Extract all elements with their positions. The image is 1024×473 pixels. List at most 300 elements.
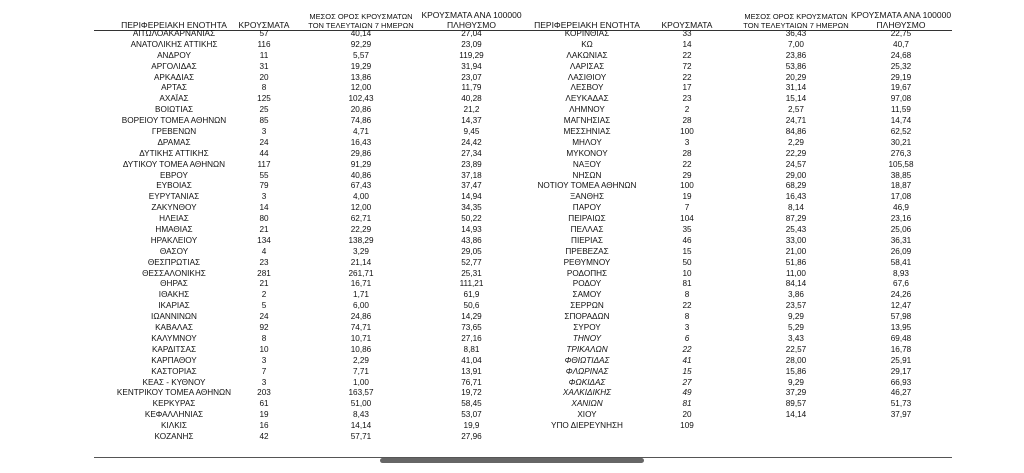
cell-cases: 3 [261,355,267,365]
header-avg-2: ΜΕΣΟΣ ΟΡΟΣ ΚΡΟΥΣΜΑΤΩΝ ΤΟΝ ΤΕΛΕΥΤΑΙΩΝ 7 ΗΜΕΡΩΝ [743,12,849,30]
cell-region: ΛΕΣΒΟΥ [570,83,604,93]
cell-cases: 23 [682,94,692,104]
cell-region: ΒΟΡΕΙΟΥ ΤΟΜΕΑ ΑΘΗΝΩΝ [121,116,227,126]
cell-cases: 2 [261,290,267,300]
table-row [532,62,952,73]
table-row [94,345,534,356]
cell-per100k: 61,9 [463,290,480,300]
cell-avg: 21,14 [350,257,372,267]
table-row [94,192,534,203]
cell-cases: 41 [682,355,692,365]
cell-per100k: 40,28 [461,94,482,104]
cell-avg: 1,00 [353,377,369,387]
cell-region: ΙΘΑΚΗΣ [158,290,190,300]
cell-avg: 84,86 [785,127,807,137]
cell-region: ΕΒΡΟΥ [160,170,188,180]
cell-avg: 12,00 [350,203,372,213]
cell-cases: 11 [259,50,269,60]
header-region: ΠΕΡΙΦΕΡΕΙΑΚΗ ΕΝΟΤΗΤΑ [121,19,227,30]
cell-avg: 7,71 [353,366,369,376]
cell-region: ΑΡΤΑΣ [161,83,187,93]
cell-per100k: 29,17 [890,366,912,376]
cell-cases: 109 [680,421,694,431]
cell-region: ΞΑΝΘΗΣ [569,192,605,202]
cell-cases: 81 [682,279,692,289]
cell-per100k: 17,08 [890,192,912,202]
cell-region: ΛΕΥΚΑΔΑΣ [565,94,609,104]
table-row [94,94,534,105]
cell-region: ΧΑΝΙΩΝ [571,399,603,409]
table-row [94,258,534,269]
table-row [532,83,952,94]
cell-per100k: 31,94 [461,61,482,71]
table-row [94,51,534,62]
cell-per100k: 24,68 [890,50,912,60]
cell-cases: 2 [684,105,690,115]
cell-region: ΘΕΣΠΡΩΤΙΑΣ [147,257,201,267]
cell-per100k: 46,9 [893,203,909,213]
cell-region: ΠΕΙΡΑΙΩΣ [568,214,606,224]
cell-cases: 8 [684,290,690,300]
cell-cases: 15 [682,366,692,376]
table-row [532,181,952,192]
cell-region: ΜΑΓΝΗΣΙΑΣ [563,116,611,126]
table-row [532,269,952,280]
cell-region: ΤΡΙΚΑΛΩΝ [566,344,608,354]
cell-per100k: 19,67 [890,83,912,93]
cell-region: ΕΥΡΥΤΑΝΙΑΣ [148,192,200,202]
table-row [94,138,534,149]
cell-per100k: 29,05 [461,246,482,256]
cell-per100k: 29,19 [890,72,912,82]
right-rows [532,29,952,432]
cell-cases: 20 [259,72,269,82]
cell-region: ΥΠΟ ΔΙΕΡΕΥΝΗΣΗ [551,421,623,431]
cell-avg: 31,14 [785,83,807,93]
cell-avg: 68,29 [785,181,807,191]
cell-avg: 51,00 [350,399,372,409]
cell-region: ΠΑΡΟΥ [572,203,602,213]
cell-cases: 100 [680,127,694,137]
cell-avg: 2,57 [788,105,804,115]
table-row [94,149,534,160]
cell-per100k: 34,35 [461,203,482,213]
cell-cases: 22 [682,344,692,354]
cell-per100k: 24,42 [461,137,482,147]
cell-cases: 25 [259,105,269,115]
table-row [94,105,534,116]
cell-region: ΛΑΣΙΘΙΟΥ [567,72,607,82]
cell-avg: 24,71 [785,116,807,126]
cell-per100k: 23,07 [461,72,482,82]
cell-region: ΚΕΝΤΡΙΚΟΥ ΤΟΜΕΑ ΑΘΗΝΩΝ [116,388,232,398]
cell-per100k: 58,41 [890,257,912,267]
cell-region: ΛΑΡΙΣΑΣ [569,61,605,71]
cell-region: ΝΑΞΟΥ [572,159,602,169]
table-row [94,247,534,258]
cell-cases: 27 [682,377,692,387]
cell-region: ΦΘΙΩΤΙΔΑΣ [564,355,610,365]
table-row [94,356,534,367]
cell-region: ΝΗΣΩΝ [572,170,602,180]
cell-avg: 21,00 [785,246,807,256]
cell-region: ΔΥΤΙΚΗΣ ΑΤΤΙΚΗΣ [139,148,209,158]
table-row [94,203,534,214]
cell-region: ΙΚΑΡΙΑΣ [158,301,190,311]
cell-cases: 19 [682,192,692,202]
cell-avg: 15,14 [785,94,807,104]
table-row [94,378,534,389]
table-row [532,301,952,312]
cell-avg: 23,86 [785,50,807,60]
cell-cases: 7 [261,366,267,376]
table-row [94,116,534,127]
cell-cases: 16 [259,421,269,431]
cell-cases: 19 [259,410,269,420]
cell-cases: 20 [682,410,692,420]
cell-per100k: 13,91 [461,366,482,376]
cell-avg: 22,29 [350,225,372,235]
cell-cases: 50 [682,257,692,267]
cell-avg: 23,57 [785,301,807,311]
cell-per100k: 25,31 [461,268,482,278]
cell-cases: 81 [682,399,692,409]
cell-per100k: 37,97 [890,410,912,420]
cell-avg: 11,00 [786,268,806,278]
table-row [94,62,534,73]
header-per100k-2: ΚΡΟΥΣΜΑΤΑ ΑΝΑ 100000 ΠΛΗΘΥΣΜΟ [850,10,952,30]
cell-region: ΚΑΒΑΛΑΣ [155,323,193,333]
table-row [532,247,952,258]
table-row [94,301,534,312]
cell-region: ΡΟΔΟΠΗΣ [566,268,608,278]
cell-per100k: 52,77 [461,257,482,267]
cell-per100k: 13,95 [890,323,912,333]
cell-avg: 12,00 [350,83,372,93]
cell-avg: 5,29 [788,323,804,333]
cell-region: ΚΑΣΤΟΡΙΑΣ [151,366,197,376]
table-row [532,399,952,410]
cell-per100k: 22,75 [890,29,912,38]
cell-region: ΑΡΓΟΛΙΔΑΣ [151,61,197,71]
cell-cases: 22 [682,301,692,311]
cell-per100k: 66,93 [890,377,912,387]
cell-region: ΗΜΑΘΙΑΣ [155,225,193,235]
header-per100k: ΚΡΟΥΣΜΑΤΑ ΑΝΑ 100000 ΠΛΗΘΥΣΜΟ [421,10,522,30]
cell-cases: 42 [259,431,269,441]
cell-avg: 3,43 [788,333,804,343]
cell-per100k: 14,93 [461,225,482,235]
cell-avg: 14,14 [350,421,372,431]
cell-per100k: 27,16 [461,333,482,343]
cell-cases: 10 [682,268,692,278]
cell-region: ΑΙΤΩΛΟΑΚΑΡΝΑΝΙΑΣ [132,29,216,38]
cell-region: ΦΛΩΡΙΝΑΣ [565,366,609,376]
cell-per100k: 27,34 [461,148,482,158]
cell-region: ΤΗΝΟΥ [572,333,602,343]
cell-avg: 2,29 [353,355,369,365]
cell-cases: 125 [257,94,271,104]
cell-region: ΘΕΣΣΑΛΟΝΙΚΗΣ [142,268,206,278]
table-row [532,51,952,62]
cell-avg: 29,00 [785,170,807,180]
cell-cases: 72 [682,61,692,71]
cell-region: ΔΥΤΙΚΟΥ ΤΟΜΕΑ ΑΘΗΝΩΝ [122,159,226,169]
cell-cases: 85 [259,116,269,126]
cell-per100k: 9,45 [463,127,480,137]
table-row [94,171,534,182]
table-row [532,105,952,116]
table-row [532,345,952,356]
cell-region: ΑΝΔΡΟΥ [157,50,191,60]
table-row [532,323,952,334]
cell-region: ΛΗΜΝΟΥ [569,105,605,115]
cell-cases: 14 [682,39,692,49]
cell-avg: 24,86 [350,312,372,322]
cell-cases: 8 [684,312,690,322]
cell-per100k: 62,52 [890,127,912,137]
cell-avg: 16,71 [350,279,372,289]
table-row [94,29,534,40]
table-row [532,94,952,105]
cell-avg: 36,43 [785,29,807,38]
cell-per100k: 16,78 [890,344,912,354]
table-row [94,225,534,236]
cell-cases: 24 [259,137,269,147]
cell-cases: 55 [259,170,269,180]
cell-avg: 57,71 [350,431,372,441]
cell-cases: 3 [261,192,267,202]
cell-cases: 92 [259,323,269,333]
cell-region: ΚΕΑΣ - ΚΥΘΝΟΥ [142,377,206,387]
cell-region: ΜΕΣΣΗΝΙΑΣ [563,127,611,137]
cell-cases: 8 [261,333,267,343]
cell-per100k: 50,6 [463,301,480,311]
cell-region: ΜΥΚΟΝΟΥ [566,148,608,158]
cell-region: ΗΛΕΙΑΣ [159,214,189,224]
table-row [532,149,952,160]
cell-per100k: 69,48 [890,333,912,343]
cell-per100k: 25,91 [890,355,912,365]
cell-cases: 21 [259,279,269,289]
cell-per100k: 119,29 [459,50,484,60]
cell-avg: 163,57 [348,388,374,398]
cell-region: ΓΡΕΒΕΝΩΝ [151,127,197,137]
cell-region: ΕΥΒΟΙΑΣ [156,181,192,191]
cell-region: ΘΗΡΑΣ [160,279,188,289]
table-row [94,279,534,290]
cell-per100k: 26,09 [890,246,912,256]
table-row [532,192,952,203]
cell-cases: 80 [259,214,269,224]
cell-per100k: 23,09 [461,39,482,49]
cell-per100k: 11,59 [891,105,911,115]
table-row [532,160,952,171]
cell-per100k: 11,79 [461,83,482,93]
table-row [94,367,534,378]
header-region-2: ΠΕΡΙΦΕΡΕΙΑΚΗ ΕΝΟΤΗΤΑ [534,19,640,30]
cell-region: ΠΡΕΒΕΖΑΣ [565,246,609,256]
table-row [94,421,534,432]
cell-cases: 3 [684,137,690,147]
cell-cases: 5 [261,301,267,311]
cell-avg: 8,43 [353,410,369,420]
table-row [94,181,534,192]
cell-region: ΠΕΛΛΑΣ [570,225,604,235]
horizontal-scrollbar[interactable] [380,458,644,463]
cell-region: ΦΩΚΙΔΑΣ [568,377,606,387]
table-row [532,203,952,214]
cell-per100k: 25,06 [890,225,912,235]
cell-avg: 51,86 [785,257,807,267]
cell-avg: 15,86 [785,366,807,376]
cell-avg: 53,86 [785,61,807,71]
cell-avg: 6,00 [353,301,369,311]
table-row [94,214,534,225]
cell-cases: 7 [684,203,690,213]
cell-cases: 44 [259,148,269,158]
cell-avg: 9,29 [788,312,804,322]
cell-avg: 3,86 [788,290,804,300]
table-row [94,312,534,323]
header-avg: ΜΕΣΟΣ ΟΡΟΣ ΚΡΟΥΣΜΑΤΩΝ ΤΟΝ ΤΕΛΕΥΤΑΙΩΝ 7 ΗΜΕΡΩΝ [308,12,414,30]
cell-avg: 89,57 [785,399,807,409]
table-row [532,388,952,399]
cell-per100k: 105,58 [888,159,914,169]
cell-per100k: 14,74 [890,116,912,126]
cell-region: ΣΑΜΟΥ [572,290,602,300]
table-row [532,138,952,149]
cell-cases: 100 [680,181,694,191]
cell-cases: 24 [259,312,269,322]
header-cases: ΚΡΟΥΣΜΑΤΑ [238,19,290,30]
cell-avg: 10,71 [350,333,372,343]
cell-cases: 14 [259,203,269,213]
cell-cases: 117 [257,159,271,169]
cell-per100k: 14,37 [461,116,482,126]
cell-per100k: 37,47 [461,181,482,191]
cell-per100k: 12,47 [890,301,912,311]
cell-per100k: 27,96 [461,431,482,441]
cell-per100k: 73,65 [461,323,482,333]
table-row [532,279,952,290]
cell-avg: 8,14 [788,203,804,213]
cell-avg: 14,14 [785,410,807,420]
cell-cases: 28 [682,116,692,126]
cell-per100k: 18,87 [890,181,912,191]
cell-avg: 37,29 [785,388,807,398]
cell-per100k: 37,18 [461,170,482,180]
table-row [94,83,534,94]
cell-region: ΘΑΣΟΥ [159,246,189,256]
cell-region: ΚΟΡΙΝΘΙΑΣ [564,29,610,38]
cell-cases: 31 [259,61,269,71]
cell-avg: 24,57 [785,159,807,169]
cell-avg: 40,14 [350,29,372,38]
table-row [94,399,534,410]
cell-cases: 33 [682,29,692,38]
cell-region: ΑΡΚΑΔΙΑΣ [153,72,195,82]
cell-cases: 23 [259,257,269,267]
cell-per100k: 40,7 [893,39,909,49]
cell-region: ΑΝΑΤΟΛΙΚΗΣ ΑΤΤΙΚΗΣ [130,39,218,49]
cell-cases: 116 [257,39,271,49]
cell-avg: 19,29 [350,61,372,71]
cell-per100k: 25,32 [890,61,912,71]
table-row [532,225,952,236]
cell-per100k: 97,08 [890,94,912,104]
table-row [94,388,534,399]
cell-cases: 61 [259,399,269,409]
cell-avg: 13,86 [350,72,372,82]
cell-region: ΜΗΛΟΥ [572,137,602,147]
table-row [532,116,952,127]
table-row [532,29,952,40]
cell-region: ΣΥΡΟΥ [573,323,601,333]
table-row [532,171,952,182]
cell-region: ΠΙΕΡΙΑΣ [571,235,603,245]
table-row [532,356,952,367]
cell-per100k: 8,81 [463,344,480,354]
cell-avg: 9,29 [788,377,804,387]
cell-per100k: 67,6 [893,279,909,289]
cell-region: ΗΡΑΚΛΕΙΟΥ [150,235,198,245]
cell-cases: 3 [261,377,267,387]
table-row [532,290,952,301]
cell-cases: 10 [259,344,269,354]
cell-cases: 17 [682,83,692,93]
cell-region: ΖΑΚΥΝΘΟΥ [151,203,197,213]
cell-cases: 15 [682,246,692,256]
cell-region: ΙΩΑΝΝΙΝΩΝ [151,312,197,322]
table-row [532,312,952,323]
table-row [94,73,534,84]
left-rows [94,29,534,443]
cell-avg: 5,57 [353,50,369,60]
cell-region: ΚΑΡΠΑΘΟΥ [151,355,197,365]
cell-avg: 4,00 [353,192,369,202]
cell-avg: 62,71 [350,214,372,224]
cell-per100k: 76,71 [461,377,482,387]
cell-avg: 28,00 [785,355,807,365]
cell-avg: 25,43 [785,225,807,235]
cell-per100k: 19,9 [463,421,480,431]
cell-avg: 92,29 [350,39,372,49]
table-row [94,432,534,443]
cell-avg: 16,43 [350,137,372,147]
cell-cases: 6 [684,333,690,343]
cell-cases: 3 [261,127,267,137]
cell-per100k: 23,89 [461,159,482,169]
cell-avg: 74,71 [350,323,372,333]
cell-region: ΔΡΑΜΑΣ [157,137,191,147]
cell-cases: 104 [680,214,694,224]
table-row [94,127,534,138]
table-row [532,410,952,421]
table-row [94,290,534,301]
cell-cases: 134 [257,235,271,245]
cell-per100k: 276,3 [890,148,912,158]
cell-per100k: 111,21 [459,279,484,289]
table-row [94,323,534,334]
cell-cases: 281 [257,268,271,278]
cell-cases: 22 [682,72,692,82]
cell-cases: 8 [261,83,267,93]
cell-avg: 33,00 [785,235,807,245]
cell-per100k: 19,72 [461,388,482,398]
cell-avg: 20,86 [350,105,372,115]
cell-region: ΚΕΦΑΛΛΗΝΙΑΣ [144,410,204,420]
